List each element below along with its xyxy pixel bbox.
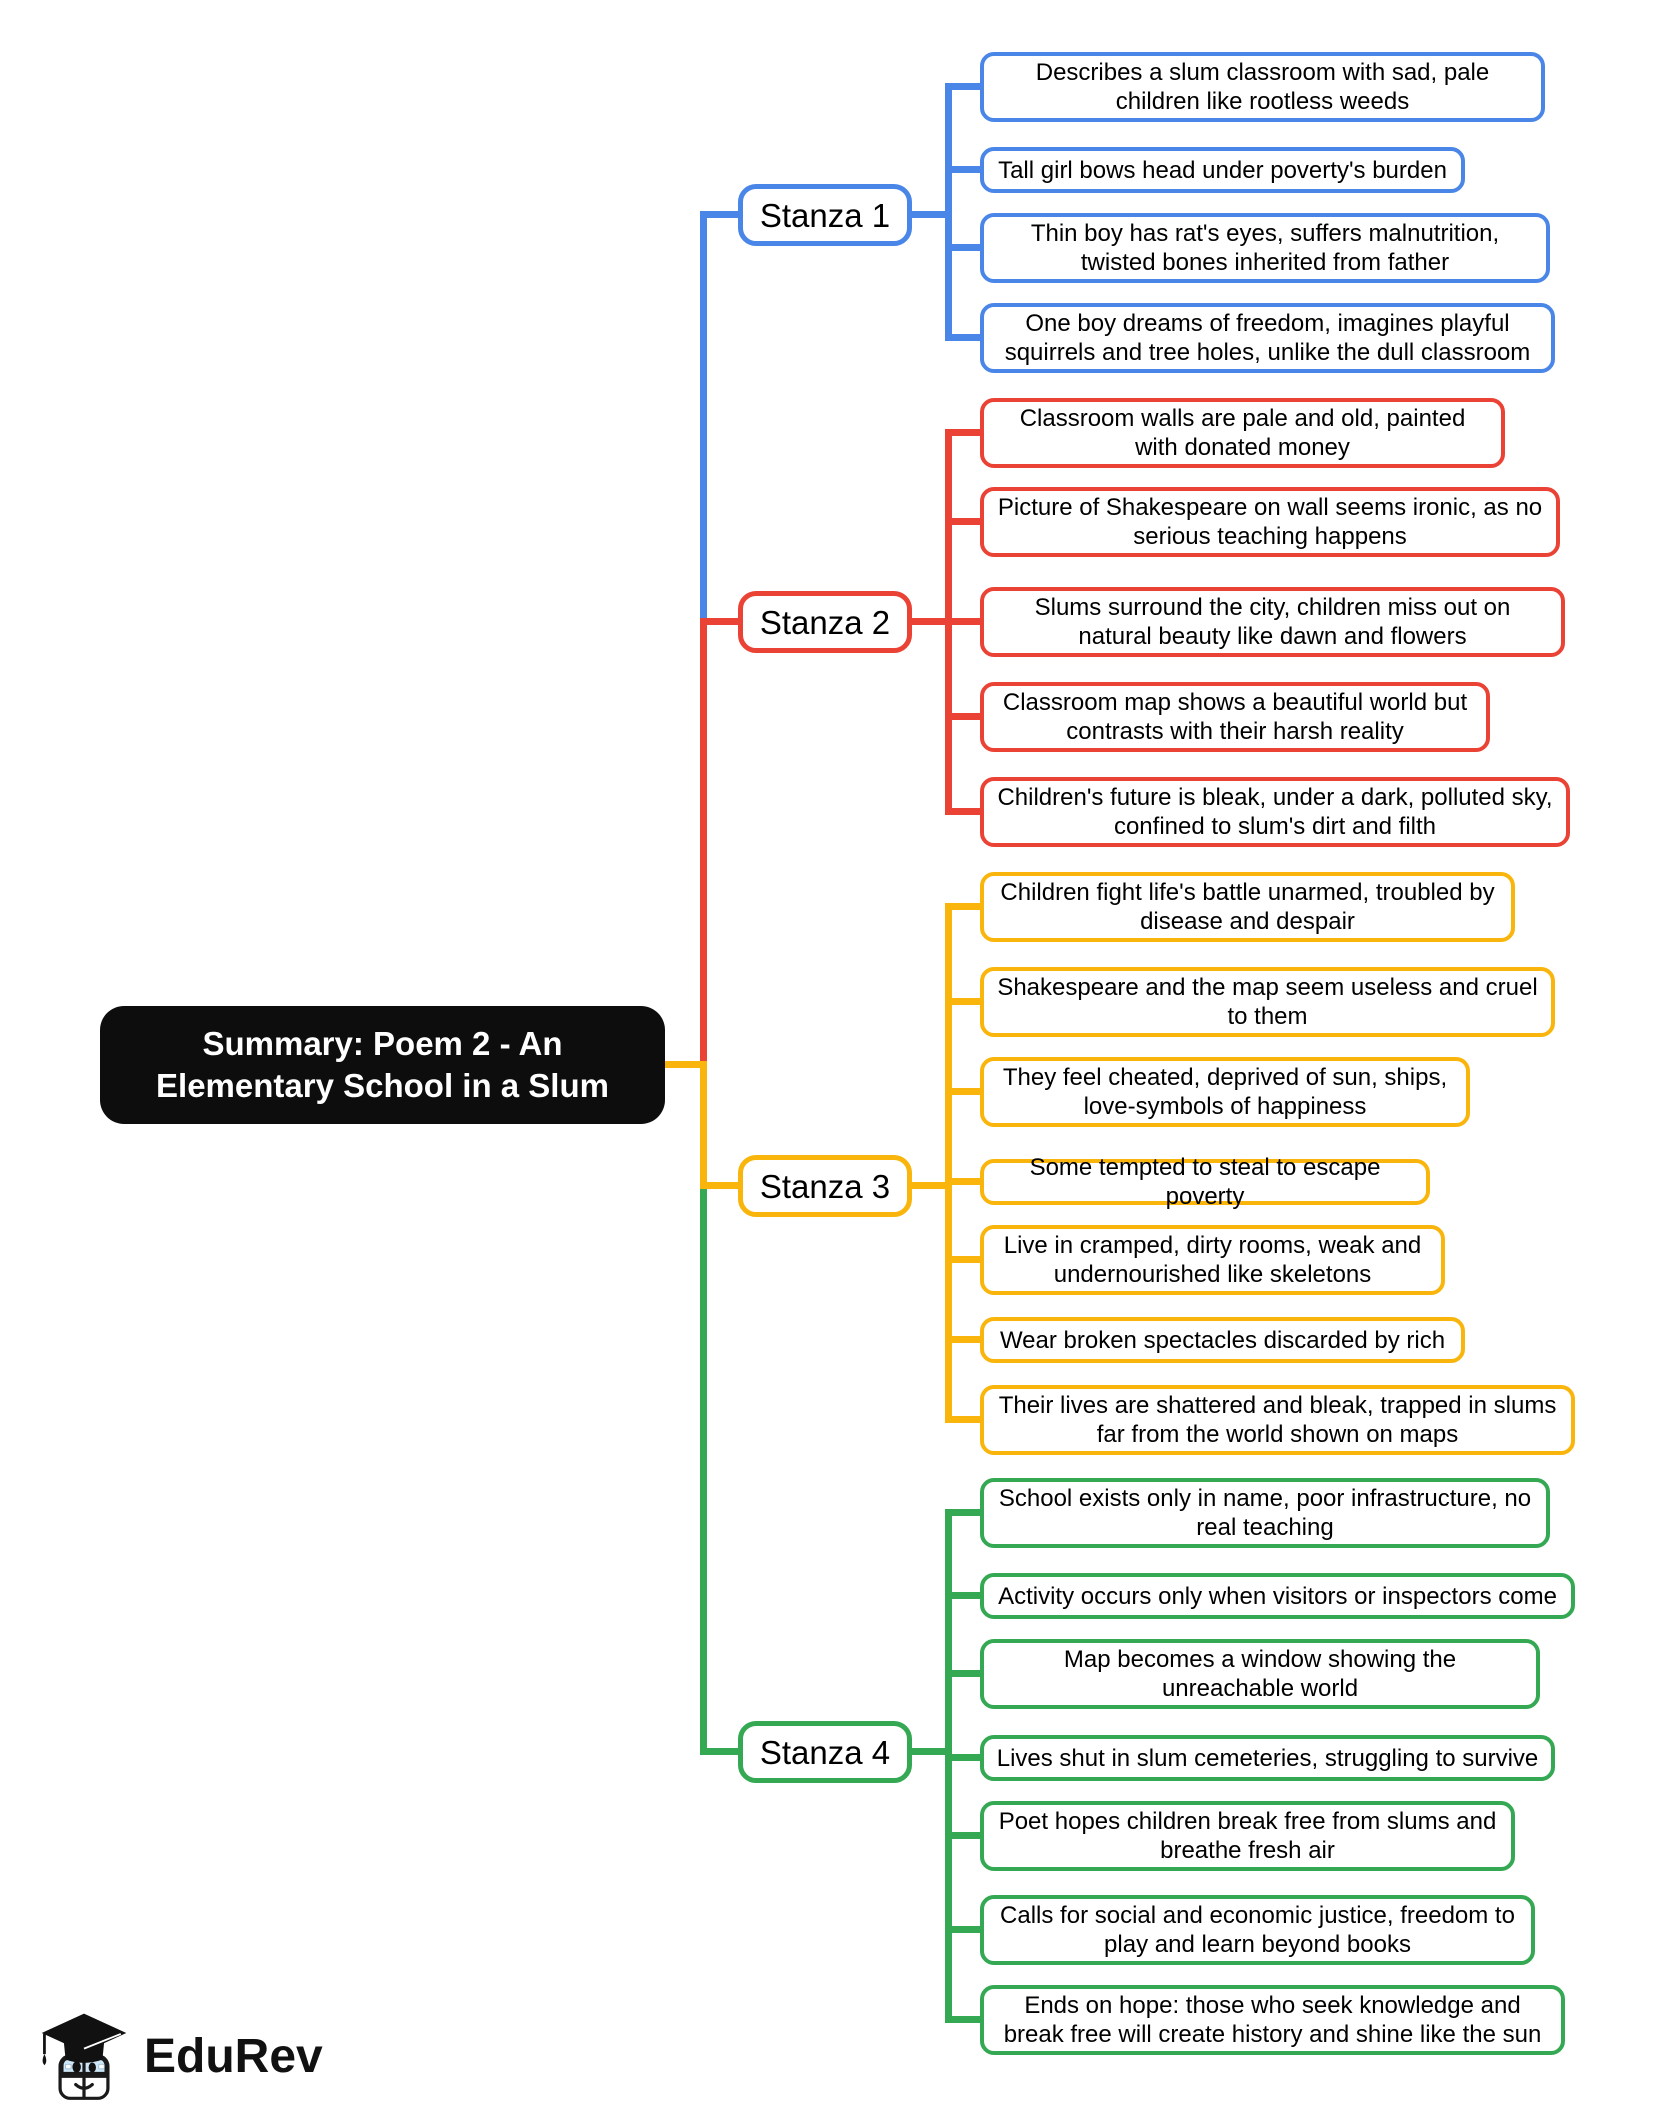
leaf-node: Children fight life's battle unarmed, troubled by disease and despair xyxy=(980,872,1515,942)
connector-leaf xyxy=(951,83,980,90)
connector-stanza4-trunk xyxy=(945,1509,952,2023)
leaf-node: They feel cheated, deprived of sun, ships, love-symbols of happiness xyxy=(980,1057,1470,1127)
edurev-logo-icon xyxy=(38,2008,130,2104)
connector-leaf xyxy=(951,998,980,1005)
leaf-node: School exists only in name, poor infrastructure, no real teaching xyxy=(980,1478,1550,1548)
leaf-node: Their lives are shattered and bleak, trapped in slums far from the world shown on maps xyxy=(980,1385,1575,1455)
stanza-2-node: Stanza 2 xyxy=(738,591,912,653)
leaf-node: Lives shut in slum cemeteries, struggling to survive xyxy=(980,1735,1555,1781)
leaf-node: Calls for social and economic justice, freedom to play and learn beyond books xyxy=(980,1895,1535,1965)
leaf-node: Wear broken spectacles discarded by rich xyxy=(980,1317,1465,1363)
leaf-node: Picture of Shakespeare on wall seems ironic, as no serious teaching happens xyxy=(980,487,1560,557)
connector-leaf xyxy=(951,713,980,720)
connector-stanza1-trunk xyxy=(945,83,952,341)
connector-leaf xyxy=(951,903,980,910)
connector-leaf xyxy=(951,166,980,173)
leaf-node: Slums surround the city, children miss out on natural beauty like dawn and flowers xyxy=(980,587,1565,657)
leaf-node: Activity occurs only when visitors or inspectors come xyxy=(980,1573,1575,1619)
connector-leaf xyxy=(951,1256,980,1263)
connector-leaf xyxy=(951,518,980,525)
edurev-logo xyxy=(38,2008,323,2104)
connector-leaf xyxy=(951,1670,980,1677)
connector-leaf xyxy=(951,1336,980,1343)
connector-leaf xyxy=(951,618,980,625)
connector-leaf xyxy=(951,808,980,815)
connector-leaf xyxy=(951,1088,980,1095)
connector-leaf xyxy=(951,334,980,341)
connector-leaf xyxy=(951,1592,980,1599)
connector-leaf xyxy=(951,1754,980,1761)
leaf-node: Ends on hope: those who seek knowledge and break free will create history and shine like the sun xyxy=(980,1985,1565,2055)
leaf-node: Live in cramped, dirty rooms, weak and undernourished like skeletons xyxy=(980,1225,1445,1295)
leaf-node: Some tempted to steal to escape poverty xyxy=(980,1159,1430,1205)
leaf-node: Thin boy has rat's eyes, suffers malnutrition, twisted bones inherited from father xyxy=(980,213,1550,283)
connector-leaf xyxy=(951,1926,980,1933)
leaf-node: Classroom walls are pale and old, painted with donated money xyxy=(980,398,1505,468)
connector-stanza4-link xyxy=(700,1748,742,1755)
leaf-node: Tall girl bows head under poverty's burden xyxy=(980,147,1465,193)
leaf-node: Describes a slum classroom with sad, pale children like rootless weeds xyxy=(980,52,1545,122)
connector-leaf xyxy=(951,1416,980,1423)
leaf-node: Children's future is bleak, under a dark, polluted sky, confined to slum's dirt and filth xyxy=(980,777,1570,847)
stanza-4-node: Stanza 4 xyxy=(738,1721,912,1783)
connector-stanza1-link xyxy=(700,211,742,218)
connector-leaf xyxy=(951,1178,980,1185)
connector-leaf xyxy=(951,1832,980,1839)
connector-leaf xyxy=(951,429,980,436)
connector-trunk-red xyxy=(700,622,707,1068)
connector-trunk-green xyxy=(700,1182,707,1755)
connector-trunk-blue xyxy=(700,211,707,626)
connector-leaf xyxy=(951,1509,980,1516)
connector-leaf xyxy=(951,2016,980,2023)
leaf-node: Map becomes a window showing the unreachable world xyxy=(980,1639,1540,1709)
stanza-3-node: Stanza 3 xyxy=(738,1155,912,1217)
stanza-1-node: Stanza 1 xyxy=(738,184,912,246)
leaf-node: Poet hopes children break free from slums and breathe fresh air xyxy=(980,1801,1515,1871)
leaf-node: One boy dreams of freedom, imagines playful squirrels and tree holes, unlike the dull classroom xyxy=(980,303,1555,373)
connector-stanza2-link xyxy=(700,618,742,625)
connector-stanza3-link xyxy=(700,1182,742,1189)
connector-trunk-yellow xyxy=(700,1061,707,1189)
root-node: Summary: Poem 2 - An Elementary School in a Slum xyxy=(100,1006,665,1124)
connector-stanza3-trunk xyxy=(945,903,952,1423)
edurev-logo-text: EduRev xyxy=(144,2029,323,2083)
leaf-node: Shakespeare and the map seem useless and cruel to them xyxy=(980,967,1555,1037)
connector-leaf xyxy=(951,244,980,251)
leaf-node: Classroom map shows a beautiful world but contrasts with their harsh reality xyxy=(980,682,1490,752)
